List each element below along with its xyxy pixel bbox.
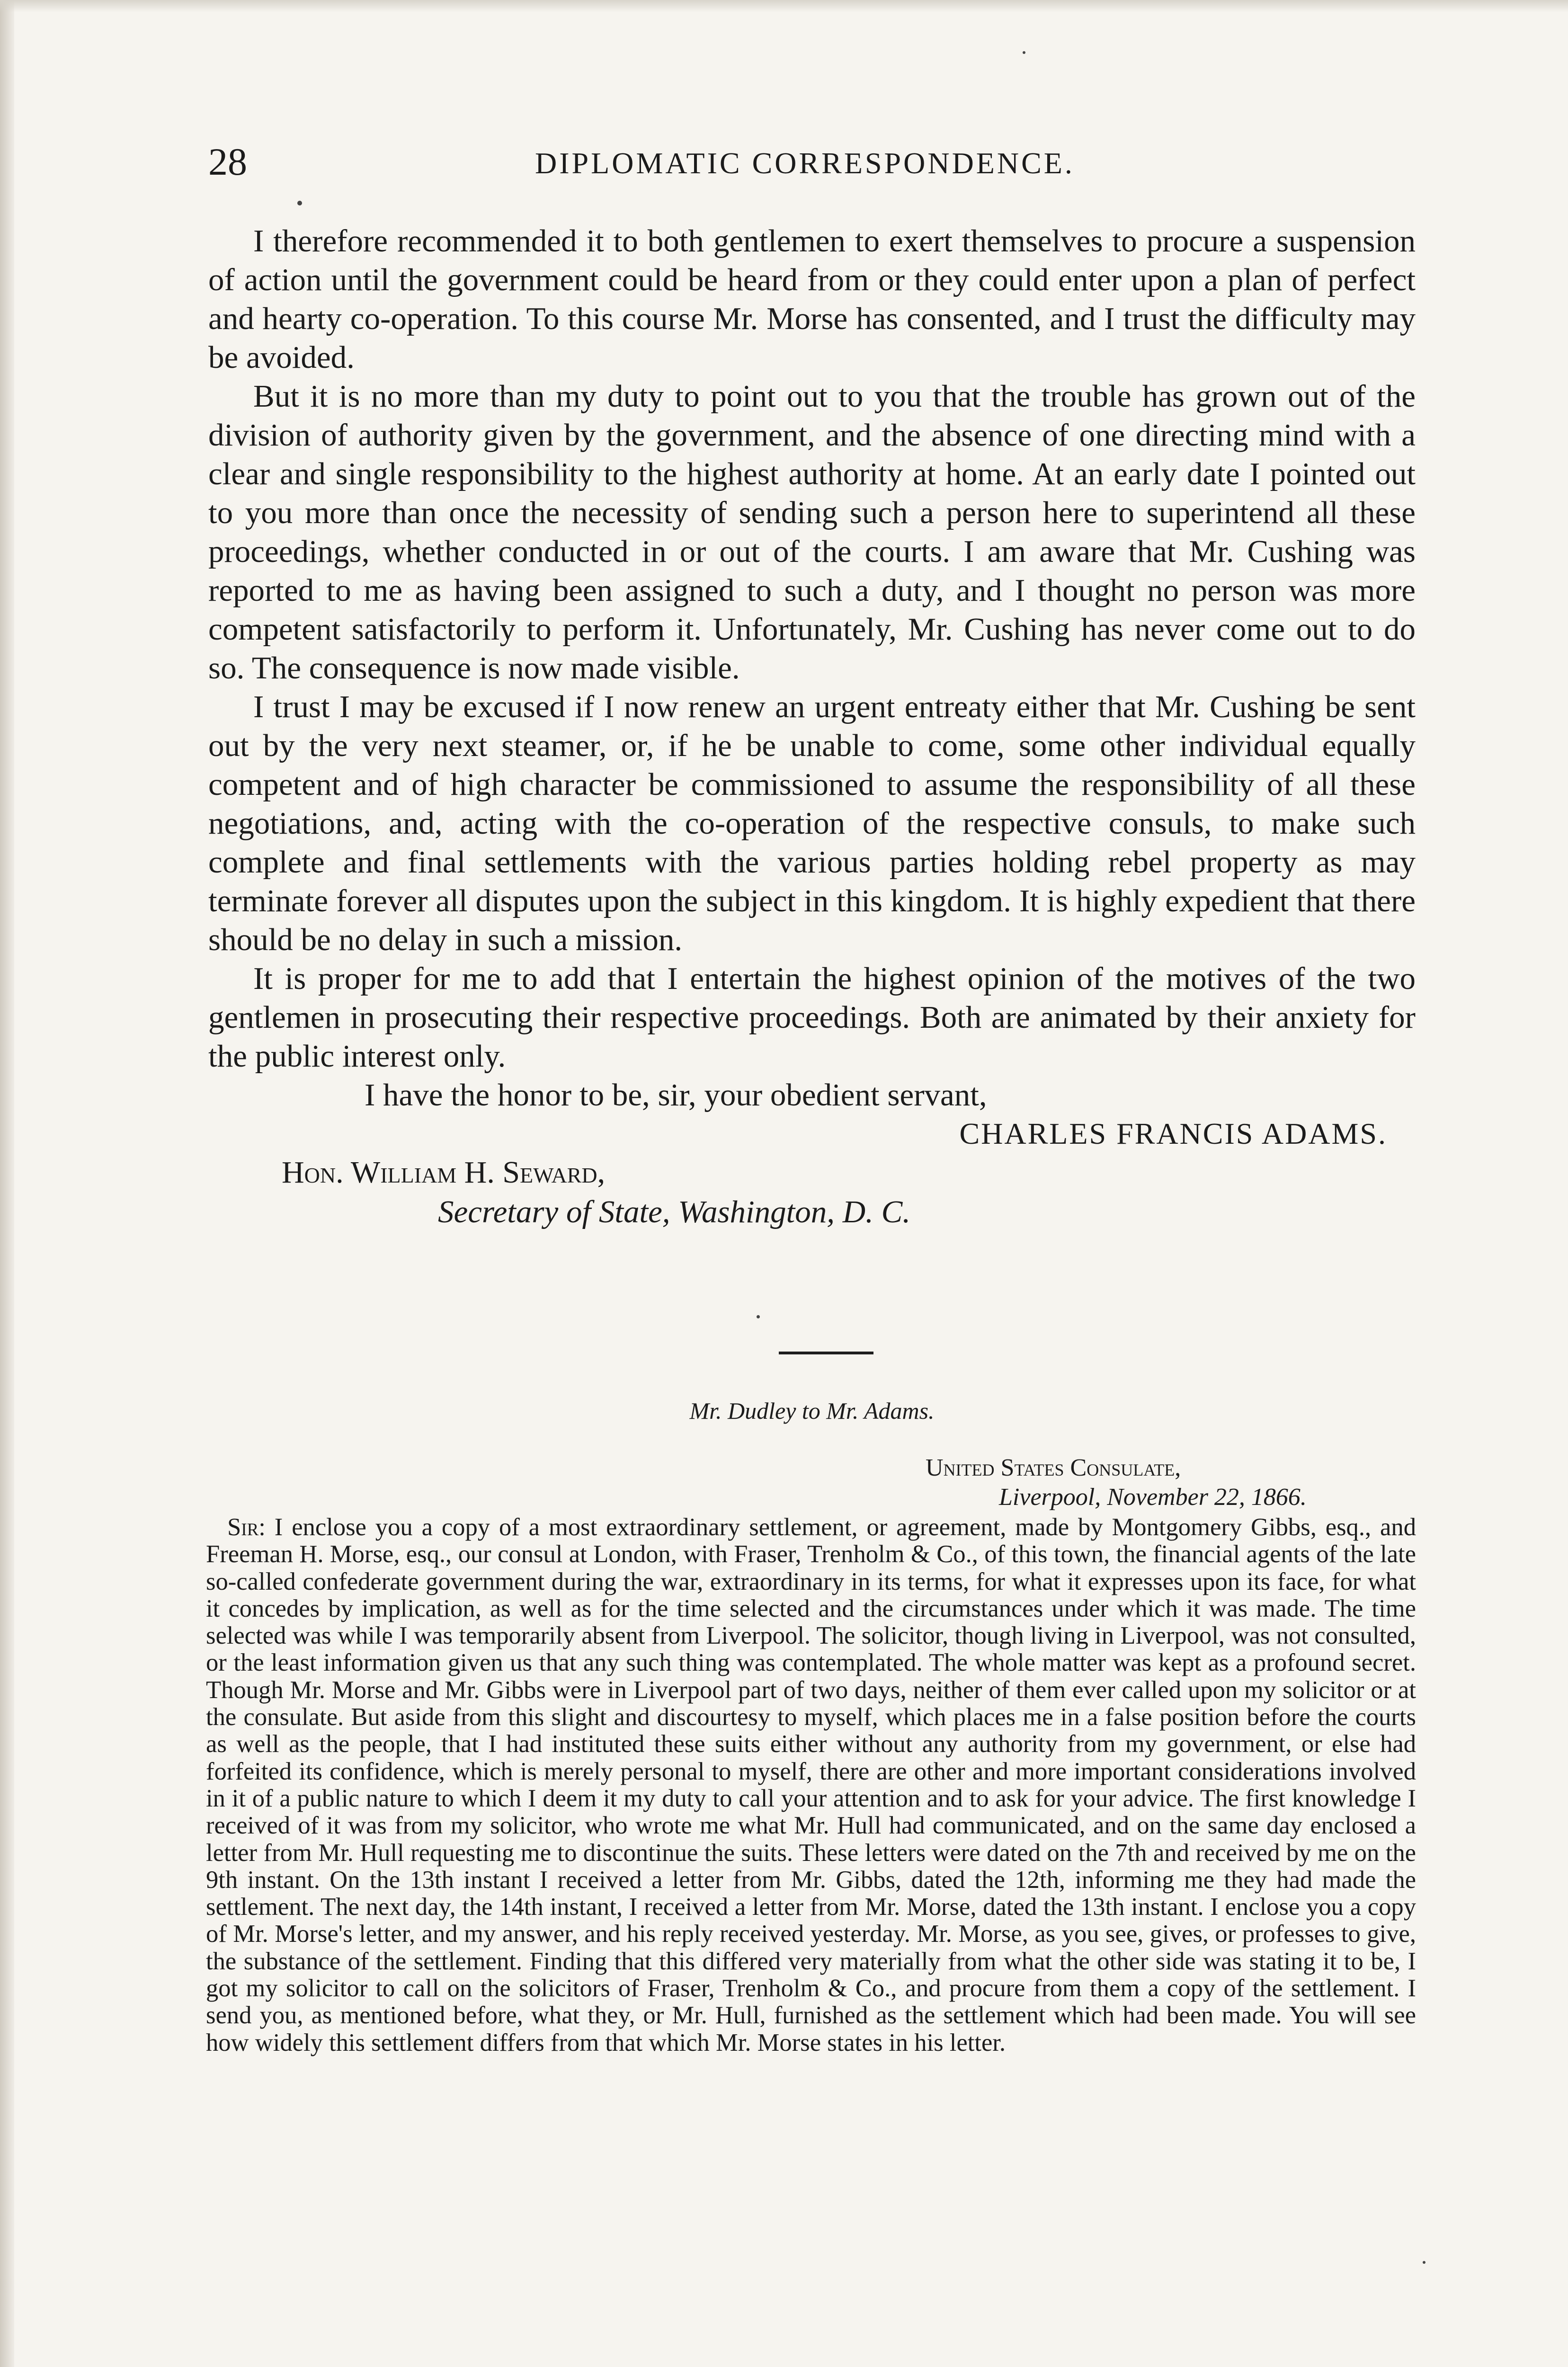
- addressee-name: Hon. William H. Seward,: [282, 1155, 606, 1190]
- sender-office: United States Consulate,: [926, 1454, 1181, 1481]
- section-divider: [779, 1352, 873, 1354]
- paragraph: But it is no more than my duty to point out to you that the trouble has grown out of the division of authority given by the government, and the absence of one directing mind with a clear and single responsibility to the highest authority at home. At an early date I pointed out to you more than once the necessity of sending such a person here to superintend all these proceedings, whether conducted in or out of the courts. I am aware that Mr. Cushing was reported to me as having been assigned to such a duty, and I thought no person was more competent satisfactorily to perform it. Unfortunately, Mr. Cushing has never come out to do so. The consequence is now made visible.: [208, 379, 1416, 685]
- paragraph: I trust I may be excused if I now renew an urgent entreaty either that Mr. Cushing be sent out by the very next steamer, or, if he be unable to come, some other individual equally competent and of high character be commissioned to assume the responsibility of all these negotiations, and, acting with the co-operation of the respective consuls, to make such complete and final settlements with the various parties holding rebel property as may terminate forever all disputes upon the subject in this kingdom. It is highly expedient that there should be no delay in such a mission.: [208, 689, 1416, 957]
- ink-speck: [1023, 51, 1025, 54]
- page-top-shadow: [0, 0, 1568, 12]
- salutation: Sir:: [227, 1513, 266, 1541]
- page-header: [208, 138, 1439, 190]
- page-edge-shadow: [0, 0, 14, 2367]
- signature: CHARLES FRANCIS ADAMS.: [959, 1117, 1387, 1150]
- ink-speck: [1423, 2261, 1425, 2264]
- letter-text: I enclose you a copy of a most extraordinary settlement, or agreement, made by Montgomery Gibbs, esq., and Freeman H. Morse, esq., our consul at London, with Fraser, Trenholm & Co., of this town, the financial agents of the late so-called confederate government during the war, extraordinary in its terms, for what it expresses upon its face, for what it concedes by implication, as well as for the time selected and the circumstances under which it was made. The time selected was while I was temporarily absent from Liverpool. The solicitor, though living in Liverpool, was not consulted, or the least information given us that any such thing was contemplated. The whole matter was kept as a profound secret. Though Mr. Morse and Mr. Gibbs were in Liverpool part of two days, neither of them ever called upon my solicitor or at the consulate. But aside from this slight and discourtesy to myself, which places me in a false position before the courts as well as the people, that I had instituted these suits either without any authority from my government, or else had forfeited its confidence, which is merely personal to myself, there are other and more important considerations involved in it of a public nature to which I deem it my duty to call your attention and to ask for your advice. The first knowledge I received of it was from my solicitor, who wrote me what Mr. Hull had communicated, and on the same day enclosed a letter from Mr. Hull requesting me to discontinue the suits. These letters were dated on the 7th and received by me on the 9th instant. On the 13th instant I received a letter from Mr. Gibbs, dated the 12th, informing me they had made the settlement. The next day, the 14th instant, I received a letter from Mr. Morse, dated the 13th instant. I enclose you a copy of Mr. Morse's letter, and my answer, and his reply received yesterday. Mr. Morse, as you see, gives, or professes to give, the substance of the settlement. Finding that this differed very materially from what the other side was stating it to be, I got my solicitor to call on the solicitors of Fraser, Trenholm & Co., and procure from them a copy of the settlement. I send you, as mentioned before, what they, or Mr. Hull, furnished as the settlement which had been made. You will see how widely this settlement differs from that which Mr. Morse states in his letter.: [206, 1513, 1416, 2056]
- paragraph: It is proper for me to add that I entertain the highest opinion of the motives of the two gentlemen in prosecuting their respective proceedings. Both are animated by their anxiety for the public interest only.: [208, 961, 1416, 1074]
- page-number: 28: [208, 140, 247, 183]
- dateline: Liverpool, November 22, 1866.: [999, 1484, 1307, 1511]
- complimentary-close: I have the honor to be, sir, your obedient servant,: [365, 1077, 987, 1112]
- ink-speck: [297, 201, 302, 205]
- letter-dudley-body: [206, 1514, 1416, 2056]
- letter-adams-body: [208, 222, 1416, 1232]
- addressee-title: Secretary of State, Washington, D. C.: [438, 1194, 911, 1229]
- ink-speck: [757, 1315, 760, 1318]
- paragraph: I therefore recommended it to both gentlemen to exert themselves to procure a suspension of action until the government could be heard from or they could enter upon a plan of perfect and hearty co-operation. To this course Mr. Morse has consented, and I trust the difficulty may be avoided.: [208, 223, 1416, 375]
- running-title: DIPLOMATIC CORRESPONDENCE.: [535, 146, 1075, 180]
- letter-heading: Mr. Dudley to Mr. Adams.: [689, 1397, 935, 1424]
